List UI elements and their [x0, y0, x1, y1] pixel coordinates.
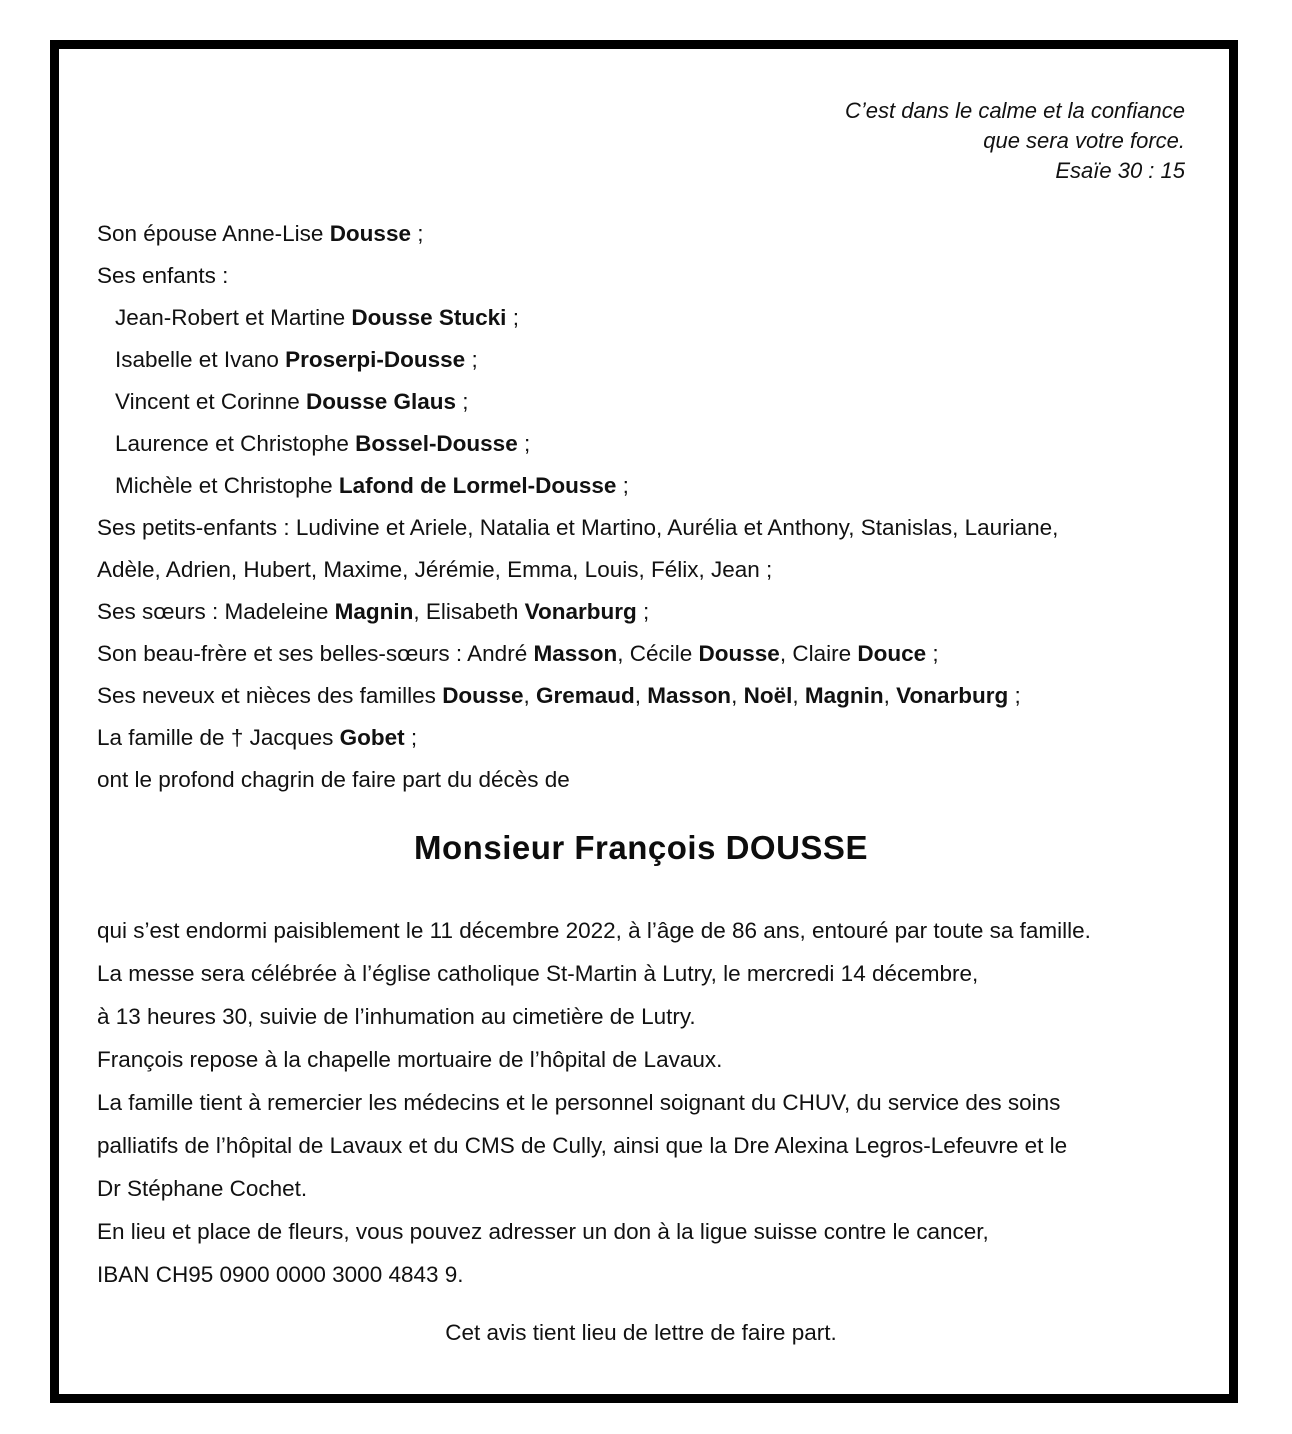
family-text: ont le profond chagrin de faire part du décès de — [97, 767, 570, 792]
family-line — [97, 759, 1185, 801]
family-line — [97, 297, 1185, 339]
body-line: En lieu et place de fleurs, vous pouvez adresser un don à la ligue suisse contre le cancer, — [97, 1219, 989, 1244]
family-text: Ses petits-enfants : Ludivine et Ariele, Natalia et Martino, Aurélia et Anthony, Stanislas, Lauriane, — [97, 515, 1059, 540]
family-line — [97, 633, 1185, 675]
family-line — [97, 549, 1185, 591]
family-text: ; — [410, 221, 424, 246]
family-text: Ses neveux et nièces des familles — [97, 683, 443, 708]
family-text: La famille de † Jacques — [97, 725, 340, 750]
family-text: , — [883, 683, 897, 708]
deceased-name-title: Monsieur François DOUSSE — [414, 829, 868, 866]
family-surname: Bossel-Dousse — [355, 431, 518, 456]
family-surname: Masson — [647, 683, 732, 708]
family-line — [97, 255, 1185, 297]
family-text: , Cécile — [617, 641, 699, 666]
family-text: ; — [465, 347, 478, 372]
family-surname: Dousse Stucki — [351, 305, 507, 330]
family-text: , — [523, 683, 536, 708]
family-text: ; — [636, 599, 650, 624]
body-line: IBAN CH95 0900 0000 3000 4843 9. — [97, 1262, 464, 1287]
family-text: ; — [517, 431, 531, 456]
family-line — [97, 381, 1185, 423]
family-text: ; — [456, 389, 469, 414]
family-list — [97, 213, 1185, 801]
family-text: Jean-Robert et Martine — [115, 305, 352, 330]
family-text: Son épouse Anne-Lise — [97, 221, 330, 246]
family-text: ; — [506, 305, 519, 330]
family-line — [97, 423, 1185, 465]
family-text: ; — [1008, 683, 1021, 708]
document-content — [59, 96, 1229, 1434]
quote-line: C’est dans le calme et la confiance — [845, 98, 1185, 123]
family-surname: Gremaud — [535, 683, 635, 708]
family-line — [97, 465, 1185, 507]
family-text: ; — [404, 725, 418, 750]
family-surname: Vonarburg — [896, 683, 1009, 708]
family-surname: Gobet — [339, 725, 405, 750]
family-text: ; — [616, 473, 629, 498]
body-line: La famille tient à remercier les médecins et le personnel soignant du CHUV, du service des soins — [97, 1090, 1061, 1115]
family-text: , Elisabeth — [413, 599, 525, 624]
family-text: Ses sœurs : Madeleine — [97, 599, 335, 624]
body-line: à 13 heures 30, suivie de l’inhumation au cimetière de Lutry. — [97, 1004, 696, 1029]
quote-source: Esaïe 30 : 15 — [1055, 158, 1185, 183]
family-text: Vincent et Corinne — [115, 389, 306, 414]
family-text: Son beau-frère et ses belles-sœurs : André — [97, 641, 534, 666]
quote-line: que sera votre force. — [983, 128, 1185, 153]
family-text: Laurence et Christophe — [115, 431, 356, 456]
family-surname: Magnin — [334, 599, 414, 624]
body-line: Dr Stéphane Cochet. — [97, 1176, 308, 1201]
family-text: Ses enfants : — [97, 263, 229, 288]
family-surname: Dousse — [442, 683, 524, 708]
family-surname: Masson — [533, 641, 618, 666]
family-text: Isabelle et Ivano — [115, 347, 286, 372]
family-text: , Claire — [779, 641, 858, 666]
announcement-body — [97, 909, 1185, 1296]
family-line — [97, 507, 1185, 549]
body-line: palliatifs de l’hôpital de Lavaux et du CMS de Cully, ainsi que la Dre Alexina Legros-Lefeuvre et le — [97, 1133, 1068, 1158]
body-line: François repose à la chapelle mortuaire de l’hôpital de Lavaux. — [97, 1047, 723, 1072]
body-line: qui s’est endormi paisiblement le 11 décembre 2022, à l’âge de 86 ans, entouré par toute sa famille. — [97, 918, 1091, 943]
family-surname: Dousse Glaus — [305, 389, 457, 414]
family-surname: Dousse — [698, 641, 780, 666]
family-text: , — [731, 683, 744, 708]
family-surname: Lafond de Lormel-Dousse — [338, 473, 617, 498]
family-text: ; — [926, 641, 939, 666]
closing-line: Cet avis tient lieu de lettre de faire part. — [445, 1320, 837, 1345]
family-line — [97, 339, 1185, 381]
family-text: , — [792, 683, 805, 708]
family-surname: Proserpi-Dousse — [285, 347, 466, 372]
body-line: La messe sera célébrée à l’église catholique St-Martin à Lutry, le mercredi 14 décembre, — [97, 961, 979, 986]
family-text: Michèle et Christophe — [115, 473, 339, 498]
family-surname: Douce — [857, 641, 927, 666]
family-surname: Vonarburg — [524, 599, 637, 624]
family-line — [97, 591, 1185, 633]
document-frame — [50, 40, 1238, 1403]
family-surname: Magnin — [804, 683, 884, 708]
family-text: Adèle, Adrien, Hubert, Maxime, Jérémie, Emma, Louis, Félix, Jean ; — [97, 557, 773, 582]
family-line — [97, 717, 1185, 759]
family-line — [97, 675, 1185, 717]
family-line — [97, 213, 1185, 255]
family-surname: Dousse — [329, 221, 411, 246]
epigraph-quote — [97, 96, 1185, 186]
family-text: , — [634, 683, 648, 708]
family-surname: Noël — [743, 683, 793, 708]
